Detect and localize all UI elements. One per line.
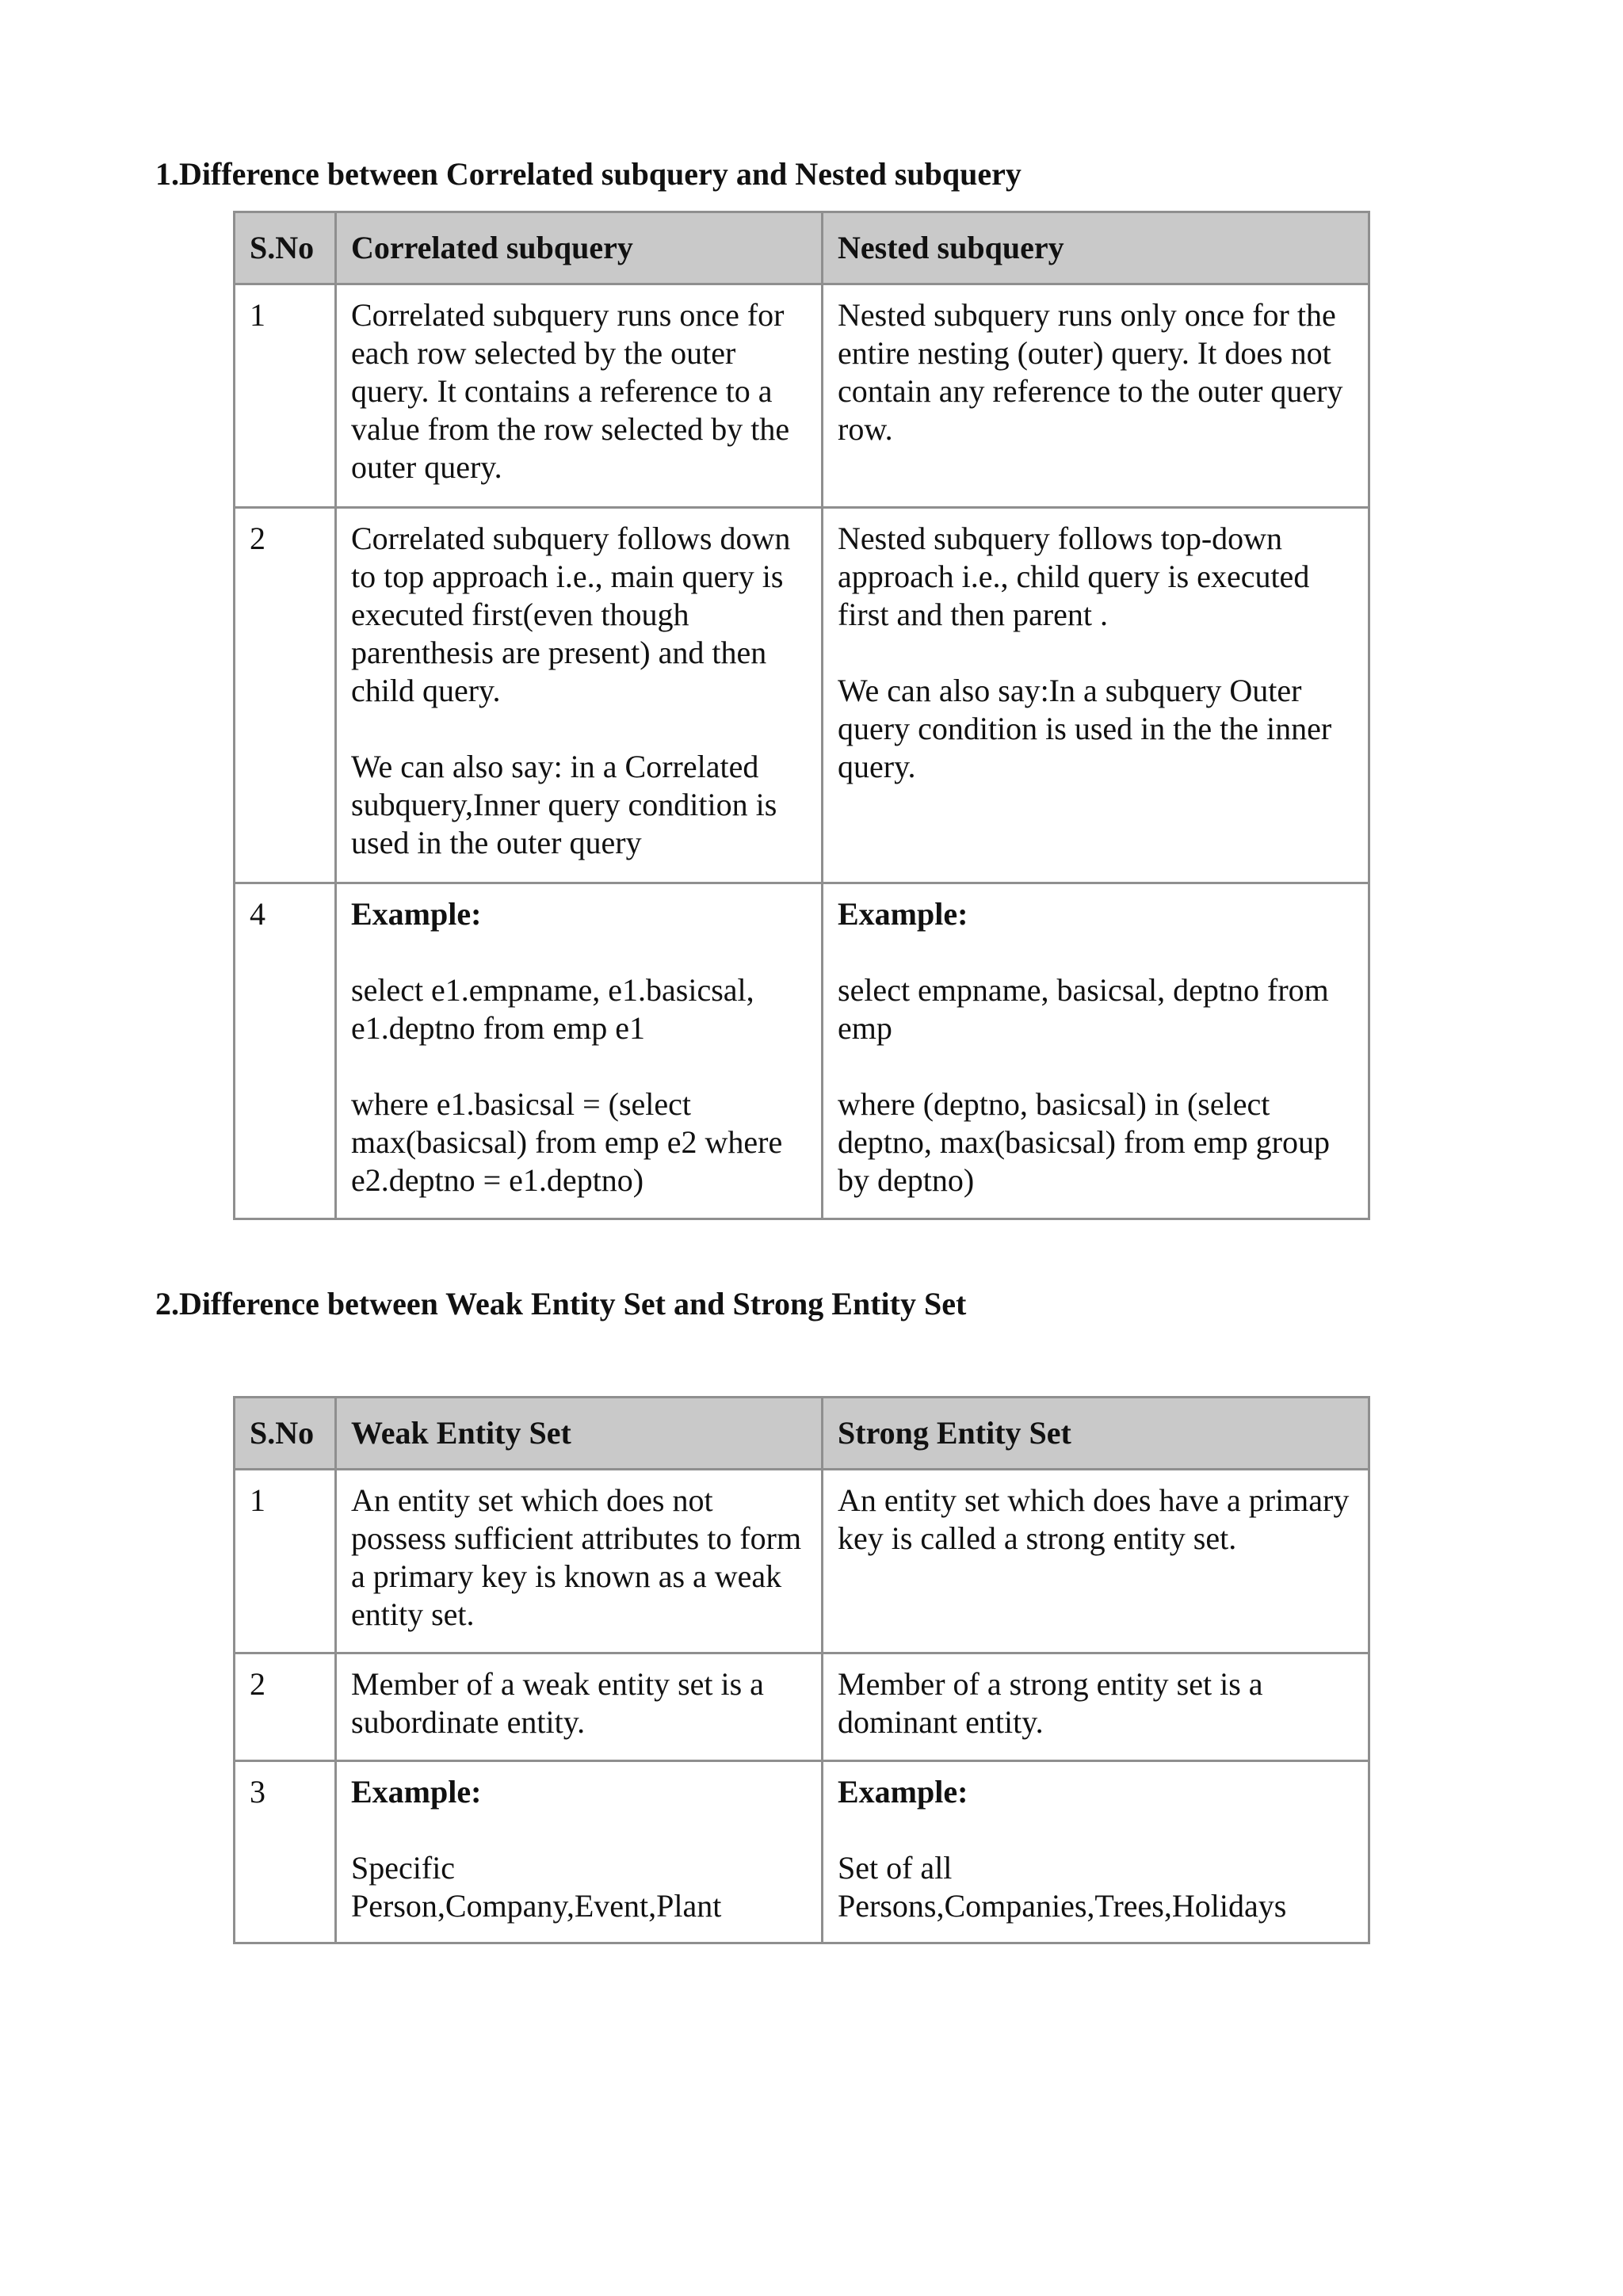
sql-example-text: where (deptno, basicsal) in (select deptno, max(basicsal) from emp group by deptno) (838, 1086, 1330, 1198)
table-row (235, 284, 1369, 508)
nested-cell (823, 883, 1369, 1219)
section-1-title: 1.Difference between Correlated subquery and Nested subquery (155, 156, 1022, 192)
table-row (235, 1761, 1369, 1943)
table-header-row (235, 1398, 1369, 1470)
header-correlated-subquery: Correlated subquery (336, 212, 823, 284)
header-weak-entity-set: Weak Entity Set (336, 1398, 823, 1470)
strong-entity-cell (823, 1761, 1369, 1943)
sql-example-text: where e1.basicsal = (select max(basicsal) from emp e2 where e2.deptno = e1.deptno) (351, 1086, 783, 1198)
header-sno: S.No (235, 1398, 336, 1470)
cell-text: An entity set which does have a primary key is called a strong entity set. (838, 1482, 1350, 1556)
row-sno: 2 (235, 1653, 336, 1761)
header-strong-entity-set: Strong Entity Set (823, 1398, 1369, 1470)
weak-entity-cell (336, 1653, 823, 1761)
correlated-cell (336, 883, 823, 1219)
cell-text: We can also say:In a subquery Outer query condition is used in the the inner query. (838, 673, 1332, 784)
example-label: Example: (351, 1774, 482, 1810)
cell-text: Member of a weak entity set is a subordinate entity. (351, 1666, 764, 1740)
weak-vs-strong-entity-table (233, 1396, 1370, 1944)
row-sno: 1 (235, 1470, 336, 1653)
example-label: Example: (838, 1774, 968, 1810)
nested-cell (823, 284, 1369, 508)
table-row (235, 508, 1369, 883)
strong-entity-cell (823, 1470, 1369, 1653)
row-sno: 4 (235, 883, 336, 1219)
correlated-cell (336, 284, 823, 508)
example-label: Example: (838, 896, 968, 932)
cell-text: Correlated subquery follows down to top approach i.e., main query is executed first(even though parenthesis are present) and then child query. (351, 521, 791, 708)
cell-text: We can also say: in a Correlated subquery,Inner query condition is used in the outer query (351, 749, 777, 860)
weak-entity-cell (336, 1761, 823, 1943)
table-row (235, 1653, 1369, 1761)
section-2-title: 2.Difference between Weak Entity Set and Strong Entity Set (155, 1286, 967, 1322)
correlated-cell (336, 508, 823, 883)
strong-entity-cell (823, 1653, 1369, 1761)
nested-cell (823, 508, 1369, 883)
cell-text: Member of a strong entity set is a dominant entity. (838, 1666, 1263, 1740)
example-label: Example: (351, 896, 482, 932)
header-sno: S.No (235, 212, 336, 284)
cell-text: Nested subquery follows top-down approach i.e., child query is executed first and then parent . (838, 521, 1310, 632)
row-sno: 2 (235, 508, 336, 883)
weak-entity-cell (336, 1470, 823, 1653)
table-row (235, 883, 1369, 1219)
cell-text: An entity set which does not possess sufficient attributes to form a primary key is known as a weak entity set. (351, 1482, 802, 1632)
cell-text: Nested subquery runs only once for the entire nesting (outer) query. It does not contain any reference to the outer query row. (838, 297, 1343, 447)
cell-text: Correlated subquery runs once for each row selected by the outer query. It contains a reference to a value from the row selected by the outer query. (351, 297, 790, 485)
correlated-vs-nested-table (233, 211, 1370, 1220)
cell-text: Set of all Persons,Companies,Trees,Holidays (838, 1850, 1287, 1924)
row-sno: 1 (235, 284, 336, 508)
sql-example-text: select empname, basicsal, deptno from emp (838, 972, 1329, 1046)
table-row (235, 1470, 1369, 1653)
table-header-row (235, 212, 1369, 284)
header-nested-subquery: Nested subquery (823, 212, 1369, 284)
sql-example-text: select e1.empname, e1.basicsal, e1.deptno from emp e1 (351, 972, 754, 1046)
row-sno: 3 (235, 1761, 336, 1943)
cell-text: Specific Person,Company,Event,Plant (351, 1850, 722, 1924)
